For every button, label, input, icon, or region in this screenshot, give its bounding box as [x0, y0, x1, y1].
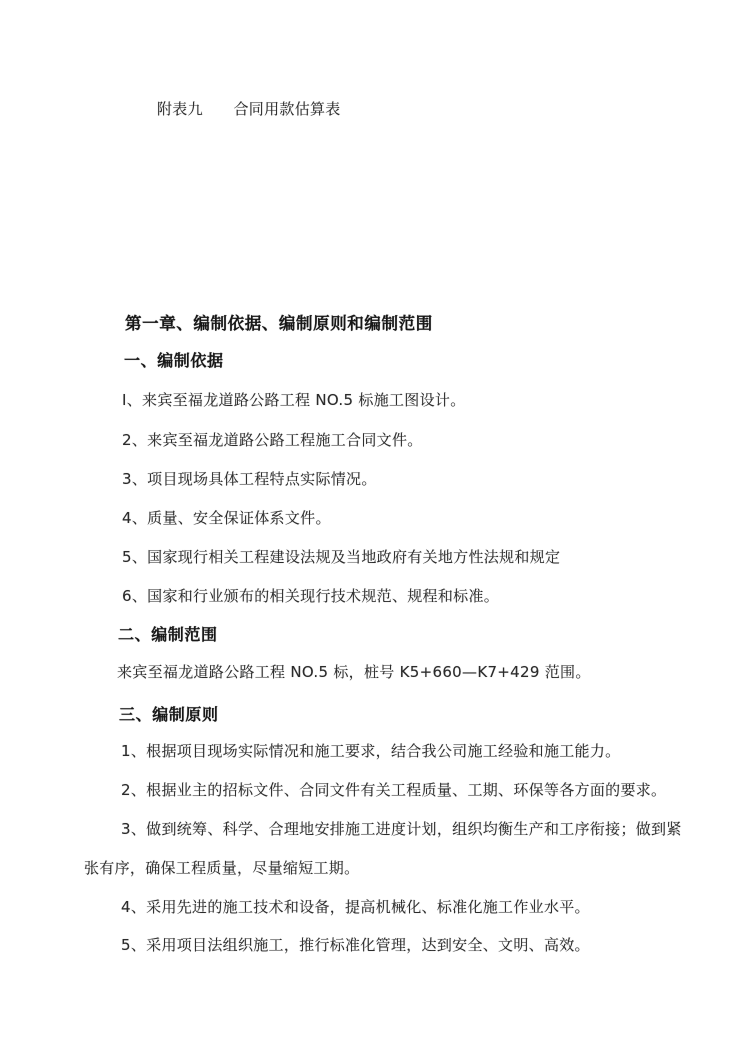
appendix-caption: 附表九 合同用款估算表 — [157, 100, 341, 118]
principle-item-3-line-1: 3、做到统筹、科学、合理地安排施工进度计划，组织均衡生产和工序衔接；做到紧 — [121, 820, 682, 838]
principle-item-1: 1、根据项目现场实际情况和施工要求，结合我公司施工经验和施工能力。 — [121, 742, 621, 760]
principle-item-4: 4、采用先进的施工技术和设备，提高机械化、标准化施工作业水平。 — [121, 898, 590, 916]
principle-item-3-line-2: 张有序，确保工程质量，尽量缩短工期。 — [84, 859, 360, 877]
principle-item-2: 2、根据业主的招标文件、合同文件有关工程质量、工期、环保等各方面的要求。 — [121, 781, 667, 799]
basis-item-3: 3、项目现场具体工程特点实际情况。 — [122, 470, 377, 488]
basis-item-4: 4、质量、安全保证体系文件。 — [122, 509, 331, 527]
basis-item-1: I、来宾至福龙道路公路工程 NO.5 标施工图设计。 — [122, 391, 466, 409]
basis-item-5: 5、国家现行相关工程建设法规及当地政府有关地方性法规和规定 — [122, 548, 561, 566]
chapter-heading: 第一章、编制依据、编制原则和编制范围 — [125, 314, 433, 333]
section-heading-basis: 一、编制依据 — [124, 351, 224, 370]
section-heading-scope: 二、编制范围 — [118, 625, 218, 644]
basis-item-2: 2、来宾至福龙道路公路工程施工合同文件。 — [122, 431, 423, 449]
section-heading-principles: 三、编制原则 — [119, 705, 219, 724]
basis-item-6: 6、国家和行业颁布的相关现行技术规范、规程和标准。 — [122, 587, 500, 605]
principle-item-5: 5、采用项目法组织施工，推行标准化管理，达到安全、文明、高效。 — [121, 936, 590, 954]
scope-paragraph: 来宾至福龙道路公路工程 NO.5 标，桩号 K5+660—K7+429 范围。 — [117, 663, 591, 681]
